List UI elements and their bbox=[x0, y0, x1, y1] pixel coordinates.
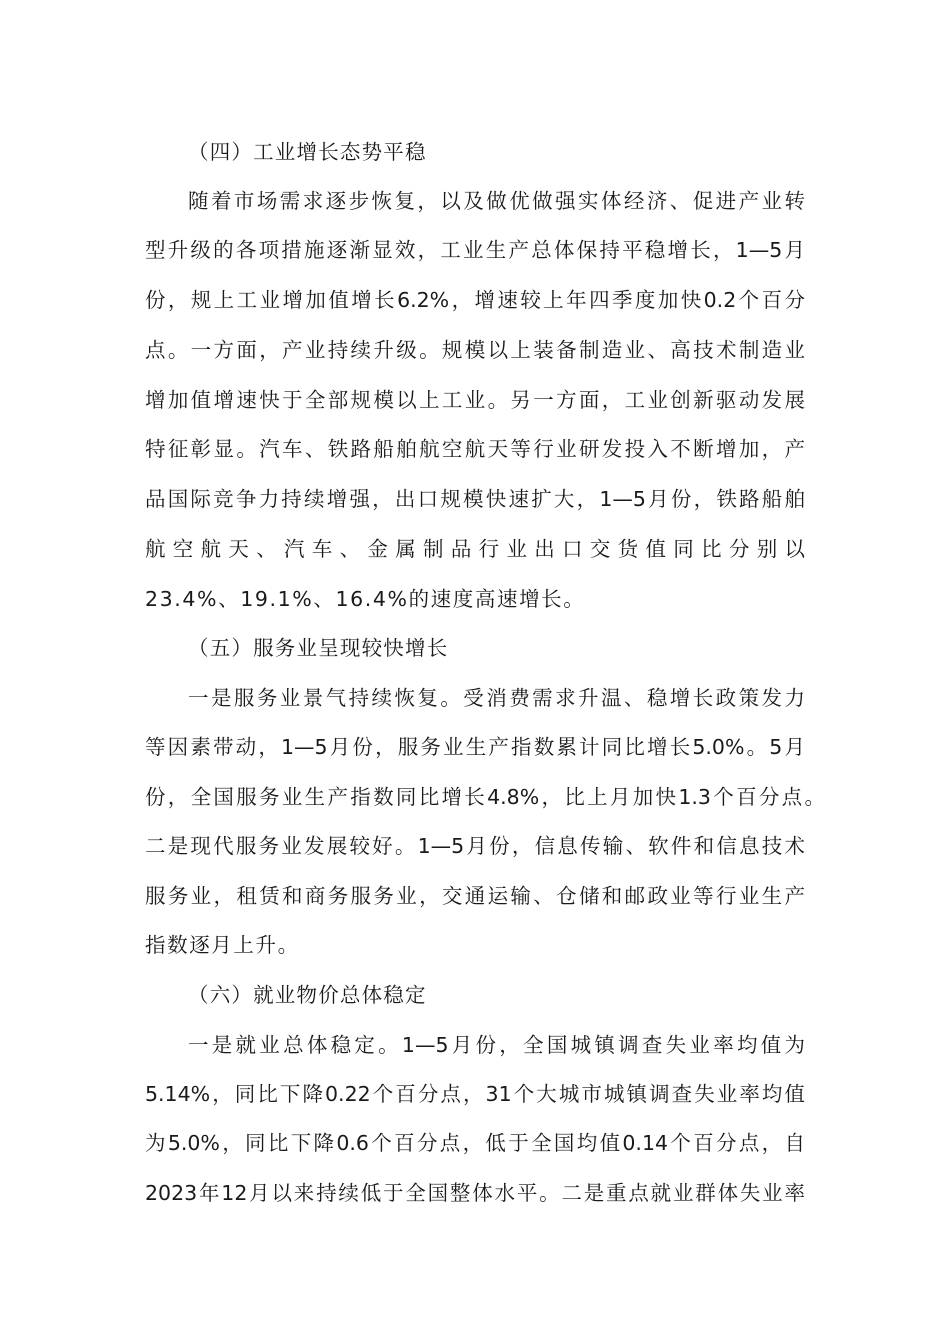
section-heading-services: （五）服务业呈现较快增长 bbox=[188, 636, 449, 660]
section-heading-industry: （四）工业增长态势平稳 bbox=[188, 140, 427, 164]
paragraph-line: 2023年12月以来持续低于全国整体水平。二是重点就业群体失业率 bbox=[145, 1181, 805, 1205]
paragraph-line: 一是服务业景气持续恢复。受消费需求升温、稳增长政策发力 bbox=[188, 686, 805, 710]
paragraph-line: 品国际竞争力持续增强，出口规模快速扩大，1—5月份，铁路船舶 bbox=[145, 487, 805, 511]
paragraph-line: 型升级的各项措施逐渐显效，工业生产总体保持平稳增长，1—5月 bbox=[145, 238, 805, 262]
paragraph-line: 指数逐月上升。 bbox=[145, 933, 300, 957]
paragraph-line: 5.14%，同比下降0.22个百分点，31个大城市城镇调查失业率均值 bbox=[145, 1082, 805, 1106]
paragraph-line: 为5.0%，同比下降0.6个百分点，低于全国均值0.14个百分点，自 bbox=[145, 1131, 805, 1155]
paragraph-line: 点。一方面，产业持续升级。规模以上装备制造业、高技术制造业 bbox=[145, 338, 805, 362]
paragraph-line: 随着市场需求逐步恢复，以及做优做强实体经济、促进产业转 bbox=[188, 189, 805, 213]
paragraph-line: 航空航天、汽车、金属制品行业出口交货值同比分别以 bbox=[145, 537, 805, 561]
paragraph-line: 份，规上工业增加值增长6.2%，增速较上年四季度加快0.2个百分 bbox=[145, 288, 805, 312]
paragraph-line: 特征彰显。汽车、铁路船舶航空航天等行业研发投入不断增加，产 bbox=[145, 437, 805, 461]
paragraph-line: 增加值增速快于全部规模以上工业。另一方面，工业创新驱动发展 bbox=[145, 388, 805, 412]
paragraph-line: 服务业，租赁和商务服务业，交通运输、仓储和邮政业等行业生产 bbox=[145, 884, 805, 908]
paragraph-line: 份，全国服务业生产指数同比增长4.8%，比上月加快1.3个百分点。 bbox=[145, 785, 825, 809]
paragraph-line: 二是现代服务业发展较好。1—5月份，信息传输、软件和信息技术 bbox=[145, 834, 805, 858]
paragraph-line: 23.4%、19.1%、16.4%的速度高速增长。 bbox=[145, 587, 586, 611]
section-heading-employment: （六）就业物价总体稳定 bbox=[188, 983, 427, 1007]
paragraph-line: 一是就业总体稳定。1—5月份，全国城镇调查失业率均值为 bbox=[188, 1033, 805, 1057]
paragraph-line: 等因素带动，1—5月份，服务业生产指数累计同比增长5.0%。5月 bbox=[145, 735, 805, 759]
